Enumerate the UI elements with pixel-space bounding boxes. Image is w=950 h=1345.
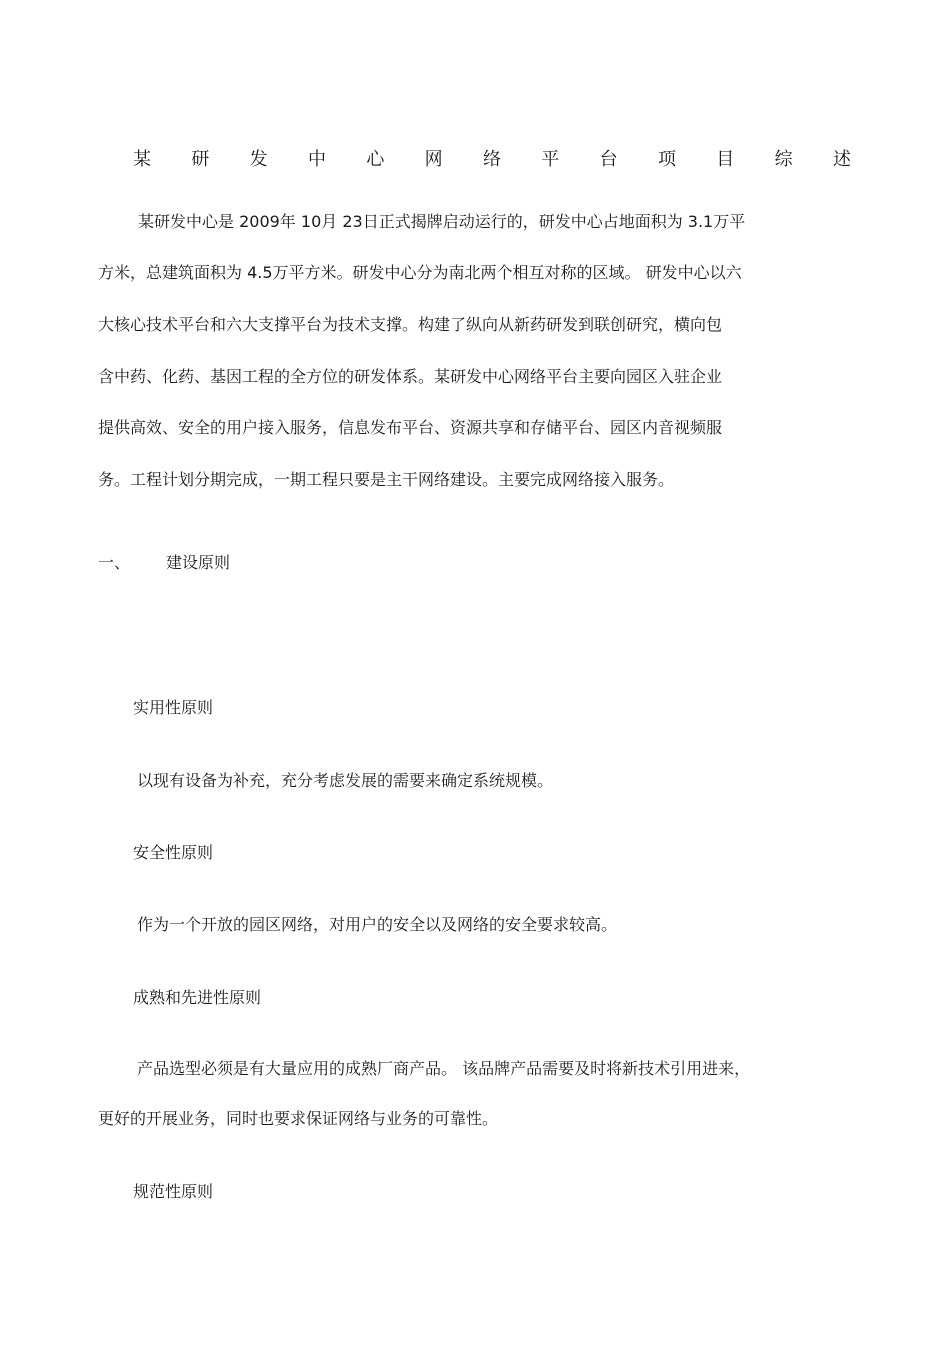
principle-heading: 实用性原则	[133, 698, 214, 717]
paragraph-line: 务。工程计划分期完成，一期工程只要是主干网络建设。主要完成网络接入服务。	[98, 470, 675, 489]
title-char: 网	[424, 149, 443, 170]
paragraph-line: 含中药、化药、基因工程的全方位的研发体系。某研发中心网络平台主要向园区入驻企业	[98, 367, 723, 386]
principle-heading: 成熟和先进性原则	[133, 988, 262, 1007]
paragraph-line: 提供高效、安全的用户接入服务，信息发布平台、资源共享和存储平台、园区内音视频服	[98, 418, 723, 437]
section-title: 建设原则	[166, 553, 231, 572]
paragraph-line: 某研发中心是 2009年 10月 23日正式揭牌启动运行的，研发中心占地面积为 3.1万平	[138, 212, 746, 231]
title-char: 心	[366, 149, 385, 170]
title-char: 述	[832, 149, 851, 170]
title-char: 发	[249, 149, 268, 170]
principle-text: 更好的开展业务，同时也要求保证网络与业务的可靠性。	[98, 1109, 499, 1128]
principle-text: 作为一个开放的园区网络，对用户的安全以及网络的安全要求较高。	[137, 915, 618, 934]
title-char: 平	[541, 149, 560, 170]
title-char: 项	[657, 149, 676, 170]
principle-heading: 安全性原则	[133, 843, 214, 862]
principle-heading: 规范性原则	[133, 1182, 214, 1201]
title-char: 台	[599, 149, 618, 170]
section-number: 一、	[98, 553, 131, 572]
principle-text: 以现有设备为补充，充分考虑发展的需要来确定系统规模。	[137, 771, 554, 790]
principle-text: 产品选型必须是有大量应用的成熟厂商产品。 该品牌产品需要及时将新技术引用进来，	[137, 1059, 751, 1078]
document-title	[133, 148, 851, 172]
section-heading	[98, 552, 230, 574]
title-char: 中	[307, 149, 326, 170]
paragraph-line: 大核心技术平台和六大支撑平台为技术支撑。构建了纵向从新药研发到联创研究，横向包	[98, 315, 723, 334]
title-char: 综	[774, 149, 793, 170]
title-char: 研	[191, 149, 210, 170]
title-char: 某	[133, 149, 151, 170]
paragraph-line: 方米，总建筑面积为 4.5万平方米。研发中心分为南北两个相互对称的区域。 研发中心以六	[98, 263, 742, 282]
title-char: 目	[716, 149, 735, 170]
title-char: 络	[482, 149, 501, 170]
